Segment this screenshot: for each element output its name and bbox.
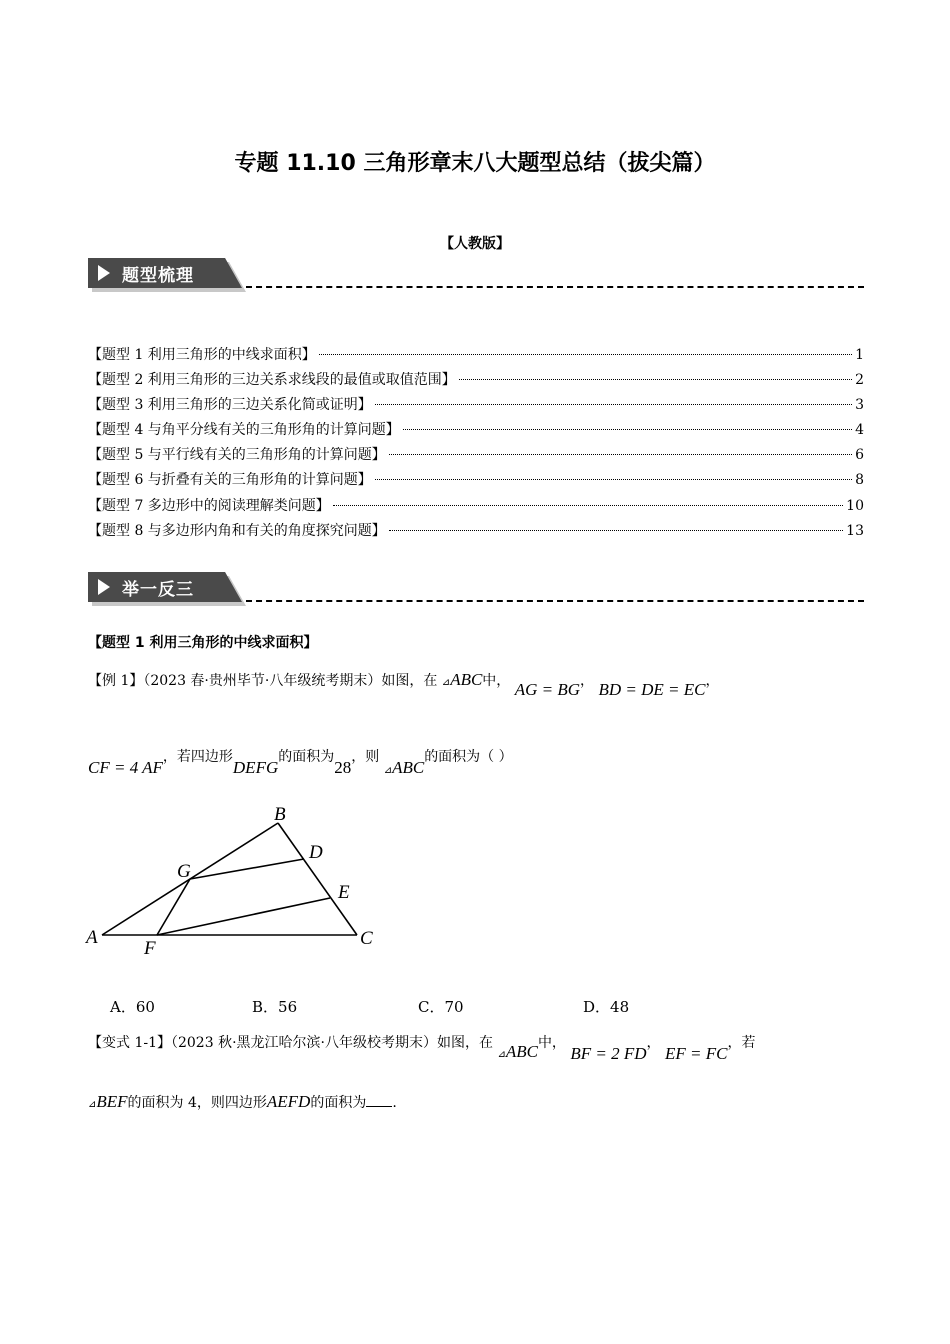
toc-item[interactable] [88,520,864,540]
segment-FE [157,898,330,935]
triangle-name: ABC [505,1042,538,1061]
toc-leader [375,404,852,405]
label-C: C [360,928,373,949]
edition-label: 【人教版】 [440,236,510,252]
equation: BF = 2 FD [570,1044,647,1063]
toc-item-label: 【题型 3 利用三角形的三边关系化简或证明】 [88,397,372,413]
option-d[interactable]: D．48 [583,998,630,1016]
banner-label: 举一反三 [122,580,194,600]
text: 的面积为（ ） [424,749,513,765]
text: ，若四边形 [162,749,233,765]
triangle-name: ABC [392,758,425,777]
text: ， [705,673,720,689]
text: ， [580,673,595,689]
toc-item-page: 8 [855,472,864,488]
label-E: E [338,882,350,903]
toc-item[interactable] [88,444,864,464]
text: ，若 [727,1035,756,1051]
answer-blank[interactable] [366,1092,392,1107]
text: . [392,1095,397,1111]
document-title: 专题 11.10 三角形章末八大题型总结（拔尖篇） [234,151,716,176]
quadrilateral-name: AEFD [266,1092,311,1111]
toc-item-label: 【题型 4 与角平分线有关的三角形角的计算问题】 [88,422,400,438]
dash-dot-divider [246,600,864,602]
toc-item-page: 1 [855,347,864,363]
practice-banner [88,570,864,606]
toc-leader [375,479,852,480]
quadrilateral-name: DEFG [232,758,279,777]
equation: AG = BG [514,680,581,699]
text: 中， [482,673,511,689]
toc-item-page: 10 [846,498,864,514]
toc-item[interactable] [88,369,864,389]
triangle-name: BEF [96,1092,128,1111]
play-arrow-icon [98,579,110,595]
toc-item[interactable] [88,469,864,489]
toc-item-page: 6 [855,447,864,463]
play-arrow-icon [98,265,110,281]
outline-banner [88,256,864,292]
segment-GF [157,879,190,935]
triangle-figure [80,800,390,965]
text: 中， [537,1035,566,1051]
triangle-icon: ⊿ [497,1049,506,1060]
section-heading: 【题型 1 利用三角形的中线求面积】 [88,635,318,651]
label-D: D [309,842,323,863]
toc-item-label: 【题型 2 利用三角形的三边关系求线段的最值或取值范围】 [88,372,456,388]
text: ，则 [351,749,380,765]
toc-item-label: 【题型 6 与折叠有关的三角形角的计算问题】 [88,472,372,488]
toc-leader [333,505,843,506]
toc-item-page: 2 [855,372,864,388]
toc-item-label: 【题型 8 与多边形内角和有关的角度探究问题】 [88,523,386,539]
side-BC [278,823,357,935]
toc-item-label: 【题型 7 多边形中的阅读理解类问题】 [88,498,330,514]
variant-1-1-line-2 [88,1092,397,1112]
toc-leader [319,354,852,355]
triangle-icon: ⊿ [441,677,451,688]
option-a[interactable]: A．60 [110,998,155,1016]
equation: BD = DE = EC [598,680,706,699]
text: 的面积为 [310,1095,367,1111]
option-c[interactable]: C．70 [418,998,464,1016]
triangle-name: ABC [450,670,483,689]
toc-item[interactable] [88,344,864,364]
banner-label: 题型梳理 [122,266,194,286]
toc-item[interactable] [88,394,864,414]
option-b[interactable]: B．56 [252,998,298,1016]
toc-leader [403,429,852,430]
toc-item[interactable] [88,419,864,439]
label-G: G [177,861,191,882]
triangle-icon: ⊿ [88,1099,97,1110]
variant-1-1-line-1 [88,1032,756,1063]
label-F: F [144,938,156,959]
label-A: A [86,927,98,948]
variant-lead: 【变式 1-1】（2023 秋·黑龙江哈尔滨·八年级校考期末）如图，在 [88,1035,493,1051]
toc-item-page: 13 [846,523,864,539]
label-B: B [274,804,286,825]
text: 的面积为 4，则四边形 [127,1095,267,1111]
number: 28 [334,758,352,777]
example-1-lead: 【例 1】（2023 春·贵州毕节·八年级统考期末）如图，在 [88,673,438,689]
equation: EF = FC [665,1044,728,1063]
toc-leader [389,530,843,531]
text: 的面积为 [278,749,335,765]
toc-item-label: 【题型 1 利用三角形的中线求面积】 [88,347,316,363]
dash-dot-divider [246,286,864,288]
example-1-line-2 [88,746,513,777]
toc-item-page: 3 [855,397,864,413]
toc-item-label: 【题型 5 与平行线有关的三角形角的计算问题】 [88,447,386,463]
example-1-line-1 [88,670,720,699]
toc-leader [459,379,852,380]
toc-item-page: 4 [855,422,864,438]
toc-item[interactable] [88,495,864,515]
toc-leader [389,454,852,455]
triangle-icon: ⊿ [383,765,393,776]
equation: CF = 4 AF [88,758,163,777]
text: ， [646,1035,661,1051]
